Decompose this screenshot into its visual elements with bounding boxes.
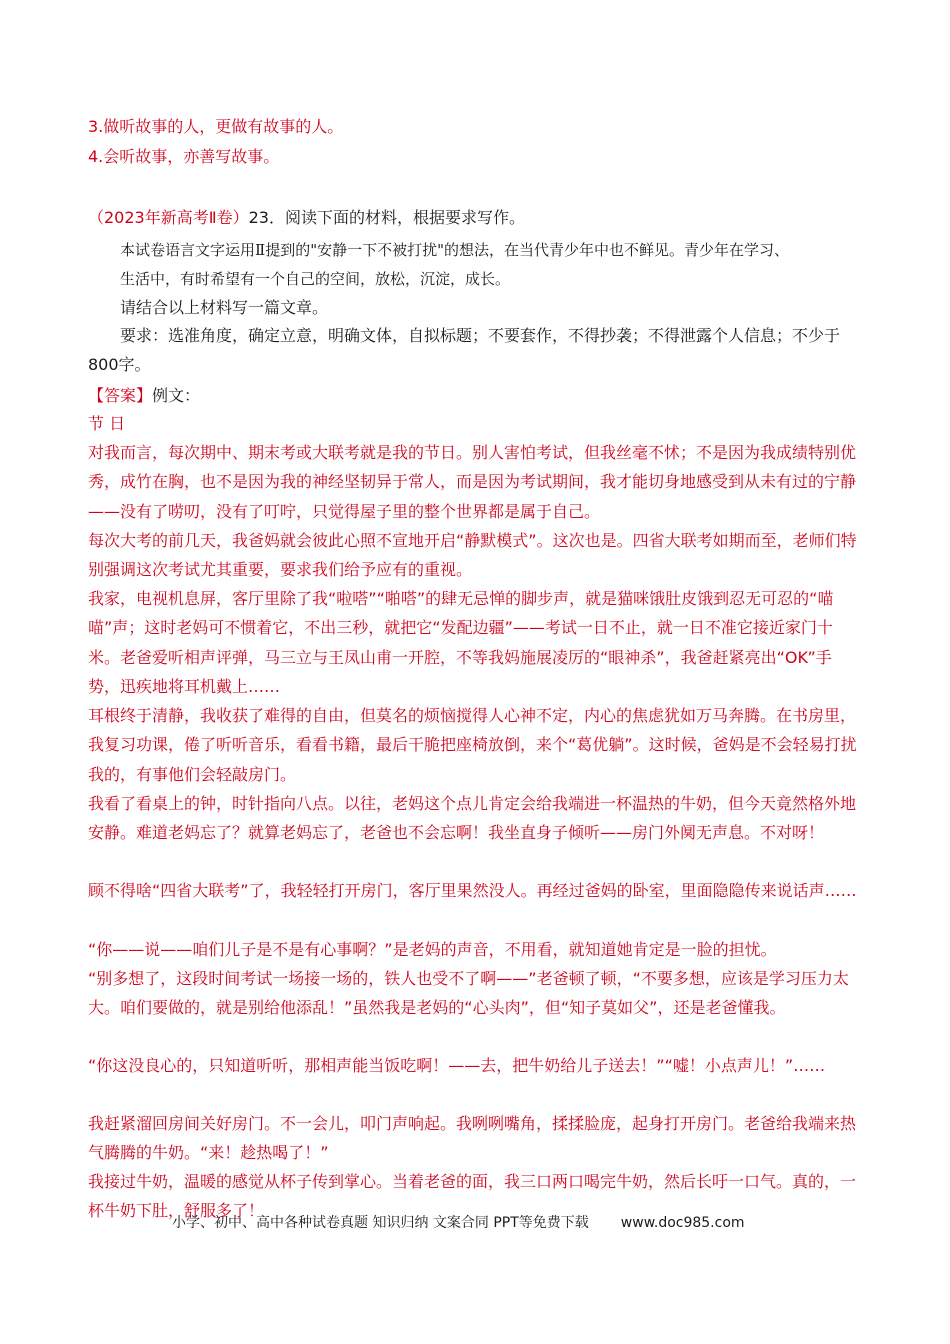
essay-paragraph: 每次大考的前几天，我爸妈就会彼此心照不宣地开启“静默模式”。这次也是。四省大联考如期而至，老师们特别强调这次考试尤其重要，要求我们给予应有的重视。 xyxy=(88,531,857,580)
material-line-2: 生活中，有时希望有一个自己的空间，放松，沉淀，成长。 xyxy=(120,270,511,288)
answer-label: 例文： xyxy=(152,386,201,405)
answer-header xyxy=(88,386,200,406)
essay-paragraph: 耳根终于清静，我收获了难得的自由，但莫名的烦恼搅得人心神不定，内心的焦虑犹如万马奔腾。在书房里，我复习功课，倦了听听音乐，看看书籍，最后干脆把座椅放倒，来个“葛优躺”。这时候，爸妈是不会轻易打扰我的，有事他们会轻敲房门。 xyxy=(88,706,857,784)
question-source: （2023年新高考Ⅱ卷） xyxy=(88,208,249,227)
essay-paragraph: 我赶紧溜回房间关好房门。不一会儿，叩门声响起。我咧咧嘴角，揉揉脸庞，起身打开房门。老爸给我端来热气腾腾的牛奶。“来！趁热喝了！” xyxy=(88,1114,857,1163)
option-3: 3.做听故事的人，更做有故事的人。 xyxy=(88,117,344,136)
question-header xyxy=(88,208,525,228)
essay-paragraph: “别多想了，这段时间考试一场接一场的，铁人也受不了啊——”老爸顿了顿，“不要多想，应该是学习压力太大。咱们要做的，就是别给他添乱！”虽然我是老妈的“心头肉”，但“知子莫如父”，还是老爸懂我。 xyxy=(88,969,849,1018)
question-stem: 23．阅读下面的材料，根据要求写作。 xyxy=(248,208,525,227)
footer-url[interactable]: www.doc985.com xyxy=(620,1215,745,1231)
page-footer xyxy=(172,1213,745,1233)
essay-paragraph: 我家，电视机息屏，客厅里除了我“啦嗒”“啪嗒”的肆无忌惮的脚步声，就是猫咪饿肚皮饿到忍无可忍的“喵喵”声；这时老妈可不惯着它，不出三秒，就把它“发配边疆”——考试一日不止，就一日不准它接近家门十米。老爸爱听相声评弹，马三立与王凤山甫一开腔，不等我妈施展凌厉的“眼神杀”，我爸赶紧亮出“OK”手势，迅疾地将耳机戴上…… xyxy=(88,589,834,696)
instruction: 请结合以上材料写一篇文章。 xyxy=(120,298,329,317)
material-line-1: 本试卷语言文字运用Ⅱ提到的"安静一下不被打扰"的想法，在当代青少年中也不鲜见。青少年在学习、 xyxy=(120,241,789,259)
essay-paragraph: 我看了看桌上的钟，时针指向八点。以往，老妈这个点儿肯定会给我端进一杯温热的牛奶，但今天竟然格外地安静。难道老妈忘了？就算老妈忘了，老爸也不会忘啊！我坐直身子倾听——房门外阒无声息。不对呀！ xyxy=(88,794,857,843)
footer-text: 小学、初中、高中各种试卷真题 知识归纳 文案合同 PPT等免费下载 xyxy=(172,1215,589,1231)
essay-paragraph: “你——说——咱们儿子是不是有心事啊？”是老妈的声音，不用看，就知道她肯定是一脸的担忧。 xyxy=(88,940,777,959)
essay-paragraph: 顾不得啥“四省大联考”了，我轻轻打开房门，客厅里果然没人。再经过爸妈的卧室，里面隐隐传来说话声…… xyxy=(88,881,857,900)
answer-tag: 【答案】 xyxy=(88,386,153,405)
essay-paragraph: “你这没良心的，只知道听听，那相声能当饭吃啊！——去，把牛奶给儿子送去！”“嘘！小点声儿！”…… xyxy=(88,1056,826,1075)
essay-title: 节 日 xyxy=(88,414,126,433)
option-4: 4.会听故事，亦善写故事。 xyxy=(88,147,280,166)
requirement: 要求：选准角度，确定立意，明确文体，自拟标题；不要套作，不得抄袭；不得泄露个人信息；不少于800字。 xyxy=(88,326,841,375)
essay-paragraph: 对我而言，每次期中、期末考或大联考就是我的节日。别人害怕考试，但我丝毫不怵；不是因为我成绩特别优秀，成竹在胸，也不是因为我的神经坚韧异于常人，而是因为考试期间，我才能切身地感受到从未有过的宁静——没有了唠叨，没有了叮咛，只觉得屋子里的整个世界都是属于自己。 xyxy=(88,443,857,521)
essay-paragraph: 我接过牛奶，温暖的感觉从杯子传到掌心。当着老爸的面，我三口两口喝完牛奶，然后长吁一口气。真的，一杯牛奶下肚，舒服多了！ xyxy=(88,1172,857,1221)
